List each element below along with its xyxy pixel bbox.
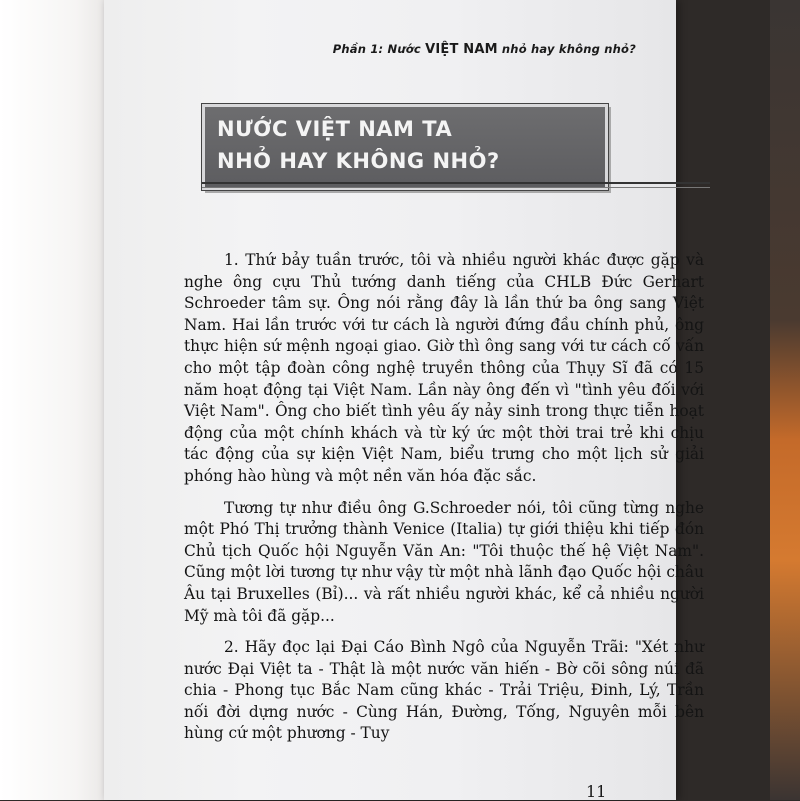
book-edge [770, 0, 800, 800]
book-page [104, 0, 704, 801]
paragraph-1: 1. Thứ bảy tuần trước, tôi và nhiều người khác được gặp và nghe ông cựu Thủ tướng danh tiếng của CHLB Đức Gerhart Schroeder tâm sự. Ông nói rằng đây là lần thứ ba ông sang Việt Nam. Hai lần trước với tư cách là người đứng đầu chính phủ, ông thực hiện sứ mệnh ngoại giao. Giờ thì ông sang với tư cách cố vấn cho một tập đoàn công nghệ truyền thông của Thụy Sĩ đã có 15 năm hoạt động tại Việt Nam. Lần này ông đến vì "tình yêu đối với Việt Nam". Ông cho biết tình yêu ấy nảy sinh trong thực tiễn hoạt động của một chính khách và từ ký ức một thời trai trẻ khi chịu tác động của sự kiện Việt Nam, biểu trưng cho một lịch sử giải phóng hào hùng và một nền văn hóa đặc sắc. [184, 251, 704, 485]
chapter-title-line-1: NƯỚC VIỆT NAM TA [217, 117, 453, 141]
header-suffix: nhỏ hay không nhỏ? [497, 42, 636, 56]
header-bold: VIỆT NAM [425, 42, 498, 57]
chapter-title-box [202, 104, 608, 190]
page-number: 11 [586, 782, 607, 801]
paragraph-3: 2. Hãy đọc lại Đại Cáo Bình Ngô của Nguyễn Trãi: "Xét như nước Đại Việt ta - Thật là một nước văn hiến - Bờ cõi sông núi đã chia - Phong tục Bắc Nam cũng khác - Trải Triệu, Đinh, Lý, Trần nối đời dựng nước - Cùng Hán, Đường, Tống, Nguyên mỗi bên hùng cứ một phương - Tuy [184, 638, 704, 743]
background-left [0, 0, 108, 800]
running-header [333, 42, 636, 57]
header-prefix: Phần 1: Nước [332, 42, 426, 56]
body-text [184, 250, 704, 755]
chapter-title-line-2: NHỎ HAY KHÔNG NHỎ? [217, 149, 500, 173]
title-rule-secondary [202, 187, 710, 188]
paragraph-2: Tương tự như điều ông G.Schroeder nói, tôi cũng từng nghe một Phó Thị trưởng thành Venice (Italia) tự giới thiệu khi tiếp đón Chủ tịch Quốc hội Nguyễn Văn An: "Tôi thuộc thế hệ Việt Nam". Cũng một lời tương tự như vậy từ một nhà lãnh đạo Quốc hội châu Âu tại Bruxelles (Bỉ)... và rất nhiều người khác, kể cả nhiều người Mỹ mà tôi đã gặp... [184, 498, 704, 625]
title-rule [202, 182, 710, 184]
